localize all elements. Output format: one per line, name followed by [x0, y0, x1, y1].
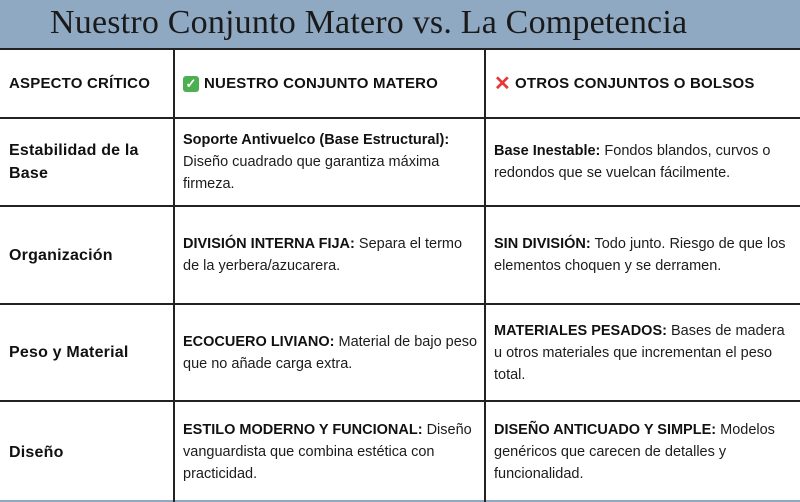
- theirs-description: [494, 419, 794, 485]
- ours-text: Separa el termo de la yerbera/azucarera.: [183, 236, 463, 274]
- ours-description: [183, 419, 478, 485]
- header-cell-theirs: [486, 50, 800, 117]
- theirs-cell: [486, 305, 800, 400]
- check-mark-icon: ✓: [183, 76, 199, 92]
- theirs-description: [494, 233, 794, 277]
- theirs-cell: [486, 402, 800, 502]
- theirs-cell: [486, 207, 800, 303]
- table-row: [0, 402, 800, 502]
- header-aspect-label: ASPECTO CRÍTICO: [9, 75, 151, 92]
- table-row: [0, 305, 800, 402]
- theirs-text: Todo junto. Riesgo de que los elementos choquen y se derramen.: [494, 236, 786, 274]
- theirs-cell: [486, 119, 800, 205]
- header-cell-ours: [175, 50, 486, 117]
- aspect-label: Organización: [9, 246, 113, 264]
- theirs-text: Fondos blandos, curvos o redondos que se vuelcan fácilmente.: [494, 143, 771, 181]
- theirs-heading: MATERIALES PESADOS:: [494, 322, 667, 339]
- table-header-row: [0, 50, 800, 119]
- ours-cell: [175, 207, 486, 303]
- theirs-text: Bases de madera u otros materiales que incrementan el peso total.: [494, 322, 785, 383]
- theirs-description: [494, 320, 794, 386]
- ours-heading: ESTILO MODERNO Y FUNCIONAL:: [183, 422, 423, 438]
- title-bar: [0, 0, 800, 50]
- header-cell-aspect: [0, 50, 175, 117]
- header-ours-label: NUESTRO CONJUNTO MATERO: [204, 75, 439, 92]
- ours-heading: DIVISIÓN INTERNA FIJA:: [183, 236, 355, 252]
- ours-text: Material de bajo peso que no añade carga extra.: [183, 333, 478, 372]
- theirs-heading: Base Inestable:: [494, 143, 601, 159]
- aspect-cell: [0, 207, 175, 303]
- page-title: Nuestro Conjunto Matero vs. La Competencia: [50, 4, 688, 41]
- ours-cell: [175, 402, 486, 502]
- header-theirs-label: OTROS CONJUNTOS O BOLSOS: [515, 75, 755, 92]
- aspect-cell: [0, 119, 175, 205]
- aspect-cell: [0, 402, 175, 502]
- theirs-heading: DISEÑO ANTICUADO Y SIMPLE:: [494, 422, 717, 438]
- ours-heading: Soporte Antivuelco (Base Estructural):: [183, 132, 450, 148]
- ours-description: [183, 233, 478, 277]
- aspect-label: Diseño: [9, 443, 64, 461]
- aspect-cell: [0, 305, 175, 400]
- cross-mark-icon: ✕: [494, 72, 511, 95]
- aspect-label: Estabilidad de la Base: [9, 142, 139, 182]
- ours-description: [183, 129, 478, 195]
- ours-cell: [175, 119, 486, 205]
- theirs-text: Modelos genéricos que carecen de detalles y funcionalidad.: [494, 422, 775, 482]
- ours-cell: [175, 305, 486, 400]
- ours-text: Diseño vanguardista que combina estética con practicidad.: [183, 422, 472, 482]
- ours-text: Diseño cuadrado que garantiza máxima firmeza.: [183, 154, 440, 192]
- table-row: [0, 119, 800, 207]
- ours-heading: ECOCUERO LIVIANO:: [183, 333, 335, 350]
- table-row: [0, 207, 800, 305]
- theirs-description: [494, 140, 794, 184]
- aspect-label: Peso y Material: [9, 344, 129, 361]
- theirs-heading: SIN DIVISIÓN:: [494, 236, 591, 252]
- comparison-table: [0, 48, 800, 500]
- ours-description: [183, 331, 478, 375]
